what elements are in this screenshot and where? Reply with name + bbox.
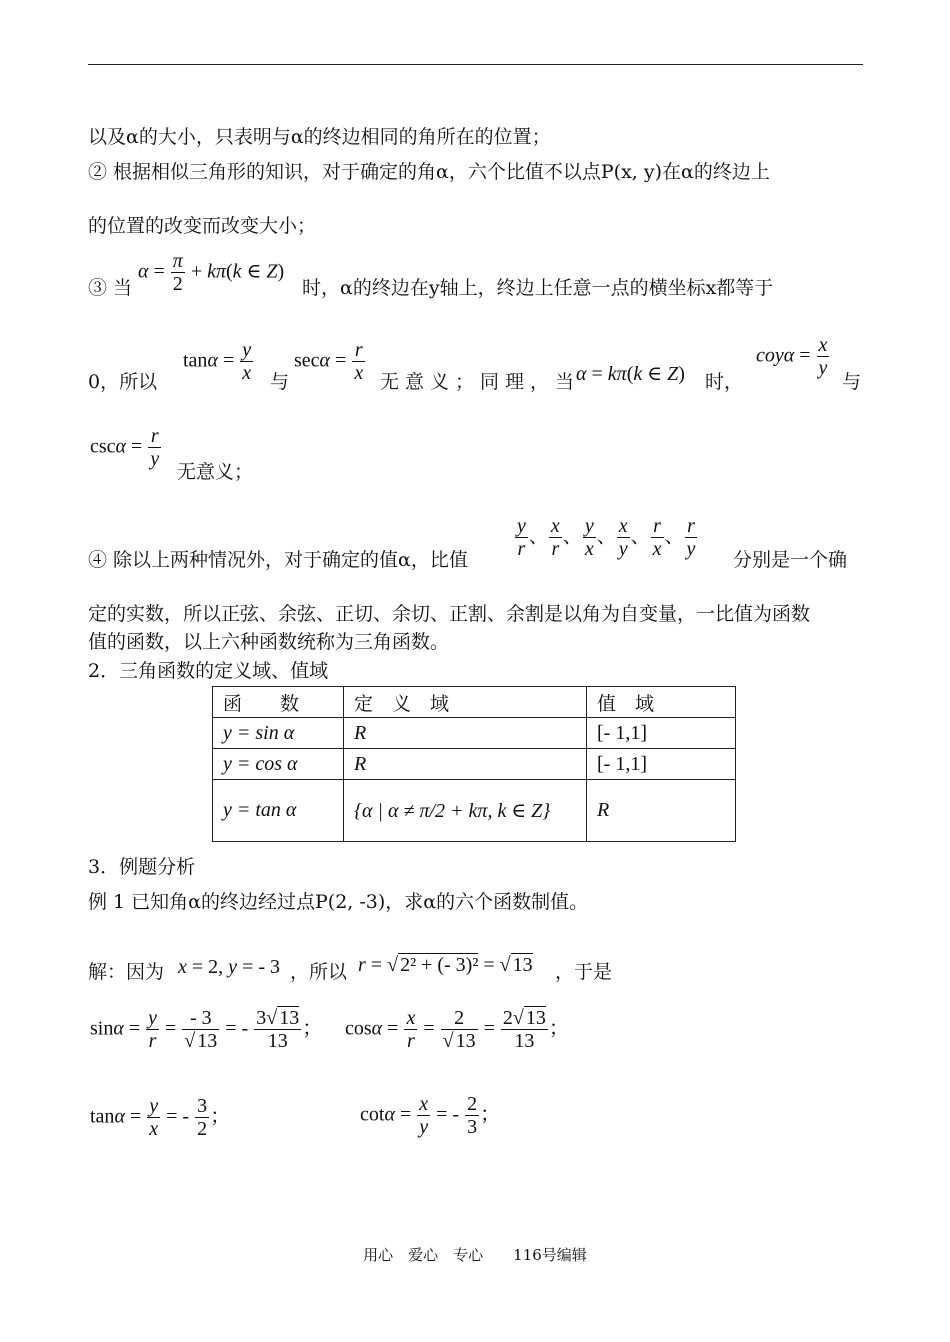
formula-coy: coyα = $\frac{x}{y}$ [756,334,828,379]
text-line: ③ 当 [88,277,133,299]
formula-sin-value: sinα = $\frac{y}{r}$ = $\frac{- 3}{√ 13}$ = - $\frac{3√ 13}{13}$ ； [90,1007,323,1052]
table-cell: y = cos α [213,749,344,780]
domain-range-table [212,686,736,842]
table-header: 定 义 域 [344,687,587,718]
text-line: 时， [705,371,744,393]
text-line: 0，所以 [88,371,158,393]
section-heading: 2．三角函数的定义域、值域 [88,660,329,682]
formula-sec: secα = $\frac{r}{x}$ [294,339,364,384]
example-text: 例 1 已知角α的终边经过点P(2, -3)，求α的六个函数制值。 [88,891,589,913]
table-row [213,718,736,749]
page-footer: 用心 爱心 专心 116号编辑 [363,1246,587,1264]
table-cell: R [344,749,587,780]
text-line: 与 [842,371,862,393]
text-line: 值的函数，以上六种函数统称为三角函数。 [88,631,450,653]
text-line: ④ 除以上两种情况外，对于确定的值α，比值 [88,549,468,571]
text-line: 时，α的终边在y轴上，终边上任意一点的横坐标x都等于 [302,277,774,299]
text-line: 分别是一个确 [733,549,848,571]
formula-csc: cscα = $\frac{r}{y}$ [90,425,160,470]
table-cell: R [344,718,587,749]
table-cell: R [587,780,736,842]
table-cell: y = sin α [213,718,344,749]
text-line: ，所以 [290,961,348,983]
text-line: 与 [270,371,290,393]
text-line: 解：因为 [88,961,165,983]
table-cell: [- 1,1] [587,718,736,749]
table-header-row [213,687,736,718]
formula-cos-value: cosα = $\frac{x}{r}$ = $\frac{2}{√ 13}$ = $\frac{2√ 13}{13}$ ； [345,1007,569,1052]
formula-cot-value: cotα = $\frac{x}{y}$ = - $\frac{2}{3}$ ； [360,1093,501,1138]
text-line: 无意义；同理，当 [380,371,581,393]
table-cell: y = tan α [213,780,344,842]
formula-alpha-pi-half: α = $\frac{\pi}{2}$ + kπ(k ∈ Z) [138,250,285,295]
formula-tan: tanα = $\frac{y}{x}$ [183,339,252,384]
header-rule [88,64,863,65]
text-line: 定的实数，所以正弦、余弦、正切、余切、正割、余割是以角为自变量，一比值为函数 [88,603,811,625]
table-header: 值 域 [587,687,736,718]
formula-alpha-kpi: α = kπ(k ∈ Z) [576,363,685,385]
table-cell: [- 1,1] [587,749,736,780]
text-line: 以及α的大小，只表明与α的终边相同的角所在的位置； [88,126,551,148]
text-line: ② 根据相似三角形的知识，对于确定的角α，六个比值不以点P(x, y)在α的终边上 [88,161,770,183]
table-header: 函 数 [213,687,344,718]
table-row [213,780,736,842]
ratio-list: $\frac{y}{r}$ 、 $\frac{x}{r}$ 、 $\frac{y}{x}$ 、 $\frac{x}{y}$ 、 $\frac{r}{x}$ 、 $\frac{r}{y}$ [517,515,696,560]
table-cell: {α | α ≠ π/2 + kπ, k ∈ Z} [344,780,587,842]
text-line: 的位置的改变而改变大小； [88,215,317,237]
text-line: 无意义； [177,461,254,483]
formula-xy-values: x = 2, y = - 3 [178,956,281,978]
formula-r-value: r = √ 2² + (- 3)² = √ 13 [358,954,533,976]
section-heading: 3．例题分析 [88,856,196,878]
text-line: ，于是 [555,961,613,983]
table-row [213,749,736,780]
formula-tan-value: tanα = $\frac{y}{x}$ = - $\frac{3}{2}$ ； [90,1095,231,1140]
